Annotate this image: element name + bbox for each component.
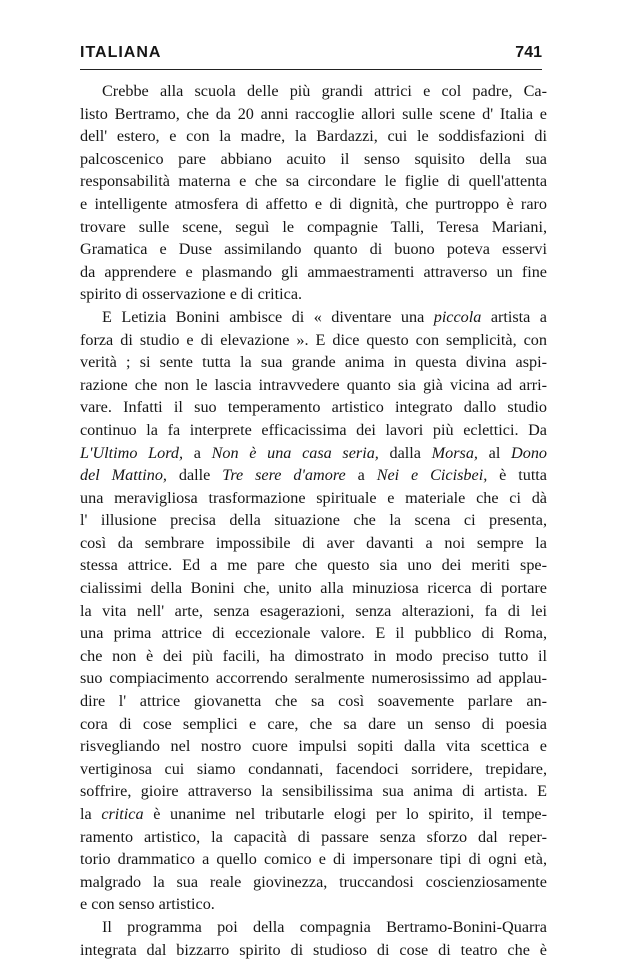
text-line: la vita nell' arte, senza esagerazioni, senza alterazioni, fa di lei <box>80 601 547 620</box>
text-line: cialissimi della Bonini che, unito alla minuziosa ricerca di portare <box>80 579 547 598</box>
italic-segment: L'Ultimo Lord, <box>80 443 184 462</box>
text-line: ramento artistico, la capacità di passare senza sforzo dal reper- <box>80 827 547 846</box>
text-line: listo Bertramo, che da 20 anni raccoglie allori sulle scene d' Italia e <box>80 104 547 123</box>
text-line: da apprendere e plasmando gli ammaestramenti attraverso un fine <box>80 262 547 281</box>
text-line: continuo la fa interprete efficacissima dei lavori più eclettici. Da <box>80 420 547 439</box>
text-line: suo compiacimento accorrendo seralmente numerosissimo ad applau- <box>80 669 547 688</box>
text-line: forza di studio e di elevazione ». E dice questo con semplicità, con <box>80 330 547 349</box>
text-segment: artista a <box>481 307 547 326</box>
text-line: vertiginosa cui siamo condannati, facendoci sorridere, trepidare, <box>80 759 547 778</box>
text-line <box>80 442 547 465</box>
text-line: verità ; si sente tutta la sua grande anima in questa divina aspi- <box>80 353 547 372</box>
body-text <box>80 80 547 961</box>
italic-segment: Non è una casa seria, <box>211 443 379 462</box>
text-line: Il programma poi della compagnia Bertramo-Bonini-Quarra <box>102 917 547 936</box>
text-segment: E Letizia Bonini ambisce di « diventare una <box>102 307 434 326</box>
text-line: Gramatica e Duse assimilando quanto di buono poteva esservi <box>80 240 547 259</box>
text-line: e con senso artistico. <box>80 895 215 914</box>
text-line: così da sembrare impossibile di aver davanti a noi sempre la <box>80 533 547 552</box>
italic-segment: Tre sere d'amore <box>222 466 346 485</box>
text-line: vare. Infatti il suo temperamento artistico integrato dallo studio <box>80 398 547 417</box>
text-segment: è unanime nel tributarle elogi per lo spirito, il tempe- <box>143 805 547 823</box>
text-line: che non è dei più facili, ha dimostrato in modo preciso tutto il <box>80 646 547 665</box>
text-line: risvegliando nel nostro cuore impulsi sopiti dalla vita scettica e <box>80 737 547 756</box>
text-line: una prima attrice di eccezionale valore. E il pubblico di Roma, <box>80 624 547 643</box>
text-line: torio drammatico a quello comico e di impersonare tipi di ogni età, <box>80 850 547 869</box>
text-line: l' illusione precisa della situazione che la scena ci presenta, <box>80 511 547 530</box>
italic-segment: piccola <box>433 307 482 326</box>
text-line: palcoscenico pare abbiano acuito il senso squisito della sua <box>80 149 547 168</box>
text-line: Crebbe alla scuola delle più grandi attrici e col padre, Ca- <box>102 82 547 100</box>
text-segment: al <box>477 443 512 462</box>
italic-segment: del Mattino, <box>80 466 167 485</box>
text-line: responsabilità materna e che sa circondare le figlie di quell'attenta <box>80 172 547 191</box>
italic-segment: Nei e Cicisbei, <box>376 466 488 485</box>
text-segment: dalle <box>166 466 223 485</box>
text-line: una meravigliosa trasformazione spirituale e materiale che ci dà <box>80 488 547 507</box>
header-rule <box>80 69 542 70</box>
text-line: soffrire, gioire attraverso la sensibilissima sua anima di artista. E <box>80 782 547 801</box>
text-line <box>80 464 547 487</box>
text-line: trovare sulle scene, seguì le compagnie Talli, Teresa Mariani, <box>80 217 547 236</box>
italic-segment: critica <box>101 805 144 823</box>
text-line: dire l' attrice giovanetta che sa così soavemente parlare an- <box>80 692 547 711</box>
text-line: dell' estero, e con la madre, la Bardazzi, cui le soddisfazioni di <box>80 127 547 146</box>
text-line: e intelligente atmosfera di affetto e di dignità, che purtroppo è raro <box>80 194 547 213</box>
text-line: malgrado la sua reale giovinezza, truccandosi coscienziosamente <box>80 872 547 891</box>
text-segment: a <box>183 443 212 462</box>
running-head <box>80 40 542 66</box>
text-line: cora di cose semplici e care, che sa dare un senso di poesia <box>80 714 547 733</box>
text-segment: è tutta <box>487 466 547 485</box>
text-segment: la <box>80 805 102 823</box>
running-head-title: ITALIANA <box>80 44 162 61</box>
italic-segment: Morsa, <box>431 443 478 462</box>
text-line: stessa attrice. Ed a me pare che questo sia uno dei meriti spe- <box>80 556 547 575</box>
italic-segment: Dono <box>511 443 548 462</box>
text-line: integrata dal bizzarro spirito di studioso di cose di teatro che è <box>80 940 547 959</box>
text-segment: a <box>345 466 377 485</box>
text-segment: dalla <box>378 443 432 462</box>
text-line <box>80 306 547 329</box>
text-line: razione che non le lascia intravvedere quanto sia già vicina ad arri- <box>80 375 547 394</box>
page-number: 741 <box>515 44 542 61</box>
text-line: spirito di osservazione e di critica. <box>80 285 303 304</box>
text-line <box>80 803 547 826</box>
